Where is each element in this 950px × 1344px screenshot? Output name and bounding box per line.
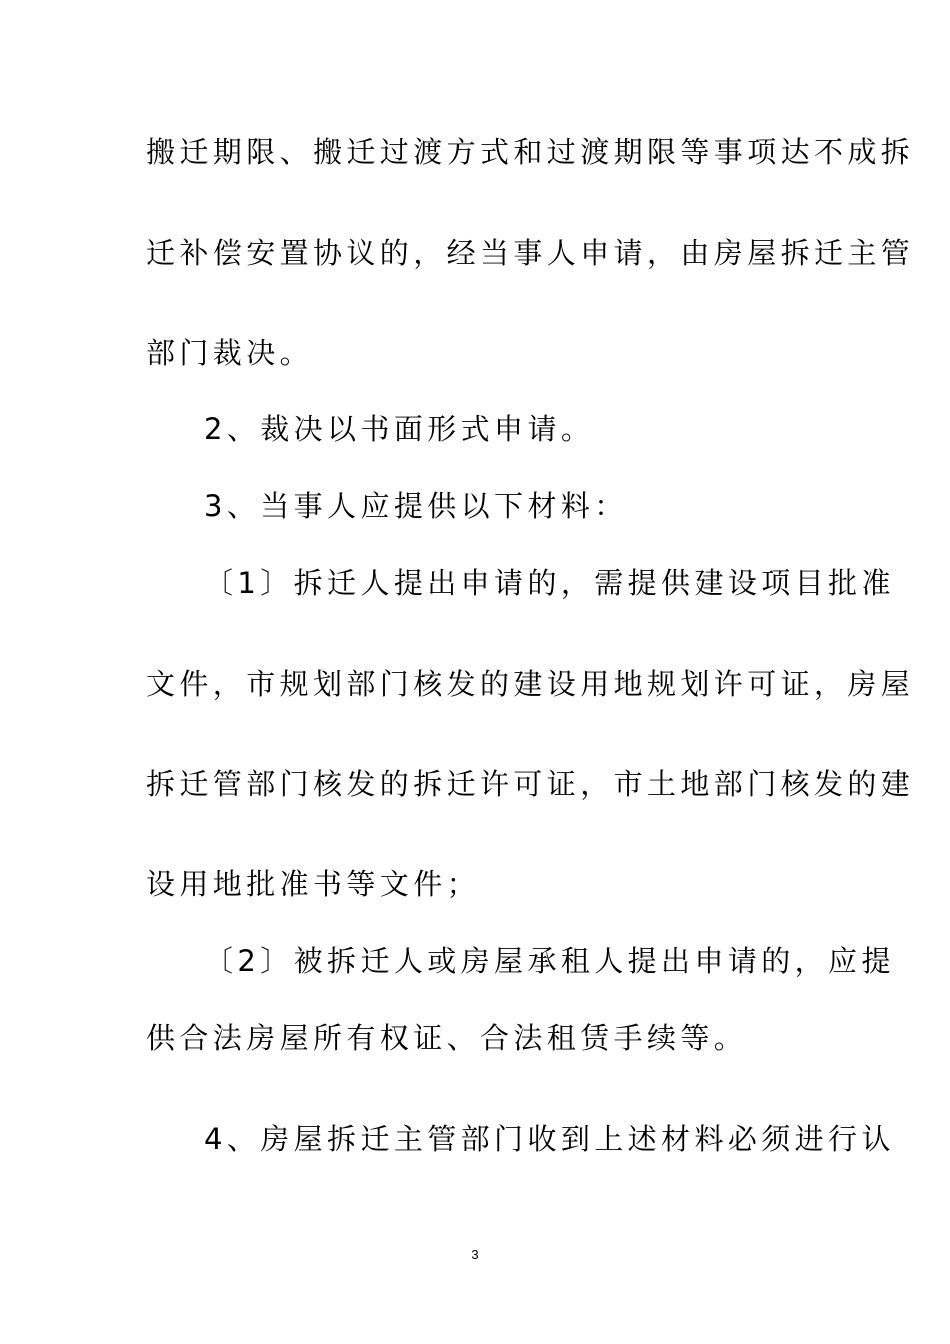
text-line: 供合法房屋所有权证、合法租赁手续等。	[146, 1021, 748, 1055]
text-line: 迁补偿安置协议的，经当事人申请，由房屋拆迁主管	[146, 236, 915, 270]
page-number: 3	[471, 1247, 479, 1262]
text-line: 文件，市规划部门核发的建设用地规划许可证，房屋	[146, 667, 915, 701]
text-line: 〔1〕拆迁人提出申请的，需提供建设项目批准	[204, 566, 895, 600]
text-line: 搬迁期限、搬迁过渡方式和过渡期限等事项达不成拆	[146, 135, 915, 169]
text-line: 部门裁决。	[146, 336, 314, 370]
text-line: 2、裁决以书面形式申请。	[204, 412, 595, 446]
text-line: 拆迁管部门核发的拆迁许可证，市土地部门核发的建	[146, 767, 915, 801]
text-line: 〔2〕被拆迁人或房屋承租人提出申请的，应提	[204, 944, 895, 978]
text-line: 4、房屋拆迁主管部门收到上述材料必须进行认	[204, 1122, 895, 1156]
text-line: 3、当事人应提供以下材料：	[204, 489, 628, 523]
text-line: 设用地批准书等文件；	[146, 867, 481, 901]
